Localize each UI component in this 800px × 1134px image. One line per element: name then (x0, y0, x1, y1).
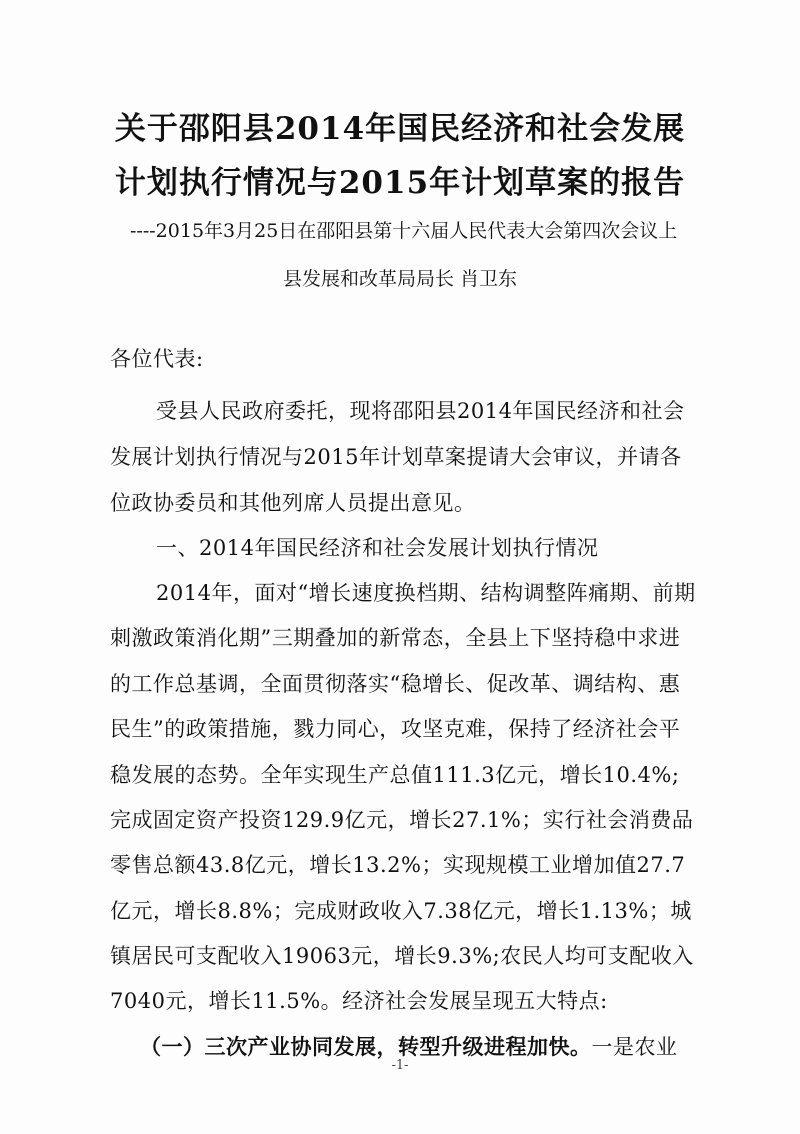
body-line: 刺激政策消化期”三期叠加的新常态，全县上下坚持稳中求进 (110, 626, 681, 650)
salutation: 各位代表: (110, 347, 204, 371)
report-subtitle-line-2: 县发展和改革局局长 肖卫东 (282, 268, 518, 290)
body-line: 民生”的政策措施，戮力同心，攻坚克难，保持了经济社会平 (110, 717, 681, 741)
report-title-line-2: 计划执行情况与2015年计划草案的报告 (114, 165, 686, 201)
body-line: 的工作总基调，全面贯彻落实“稳增长、促改革、调结构、惠 (110, 672, 681, 696)
body-line: 受县人民政府委托，现将邵阳县2014年国民经济和社会 (156, 399, 685, 423)
subsection-line (140, 1031, 678, 1061)
body-line: 亿元，增长8.8%；完成财政收入7.38亿元，增长1.13%；城 (110, 899, 692, 923)
body-line: 零售总额43.8亿元，增长13.2%；实现规模工业增加值27.7 (110, 853, 686, 877)
report-title-line-1: 关于邵阳县2014年国民经济和社会发展 (114, 111, 686, 147)
body-line: 镇居民可支配收入19063元，增长9.3%;农民人均可支配收入 (110, 944, 694, 968)
body-line: 7040元，增长11.5%。经济社会发展呈现五大特点: (110, 989, 608, 1013)
body-line: 发展计划执行情况与2015年计划草案提请大会审议，并请各 (110, 445, 682, 469)
subsection-heading: （一）三次产业协同发展，转型升级进程加快。 (140, 1034, 592, 1059)
page-number: -1- (391, 1058, 409, 1073)
report-subtitle-line-1: ----2015年3月25日在邵阳县第十六届人民代表大会第四次会议上 (130, 220, 678, 242)
body-line: 完成固定资产投资129.9亿元，增长27.1%；实行社会消费品 (110, 808, 694, 832)
body-line: 位政协委员和其他列席人员提出意见。 (110, 491, 476, 515)
section-heading: 一、2014年国民经济和社会发展计划执行情况 (156, 536, 599, 560)
body-line: 2014年，面对“增长速度换档期、结构调整阵痛期、前期 (156, 581, 696, 605)
subsection-continuation: 一是农业 (591, 1035, 678, 1059)
body-line: 稳发展的态势。全年实现生产总值111.3亿元，增长10.4%; (110, 763, 680, 787)
